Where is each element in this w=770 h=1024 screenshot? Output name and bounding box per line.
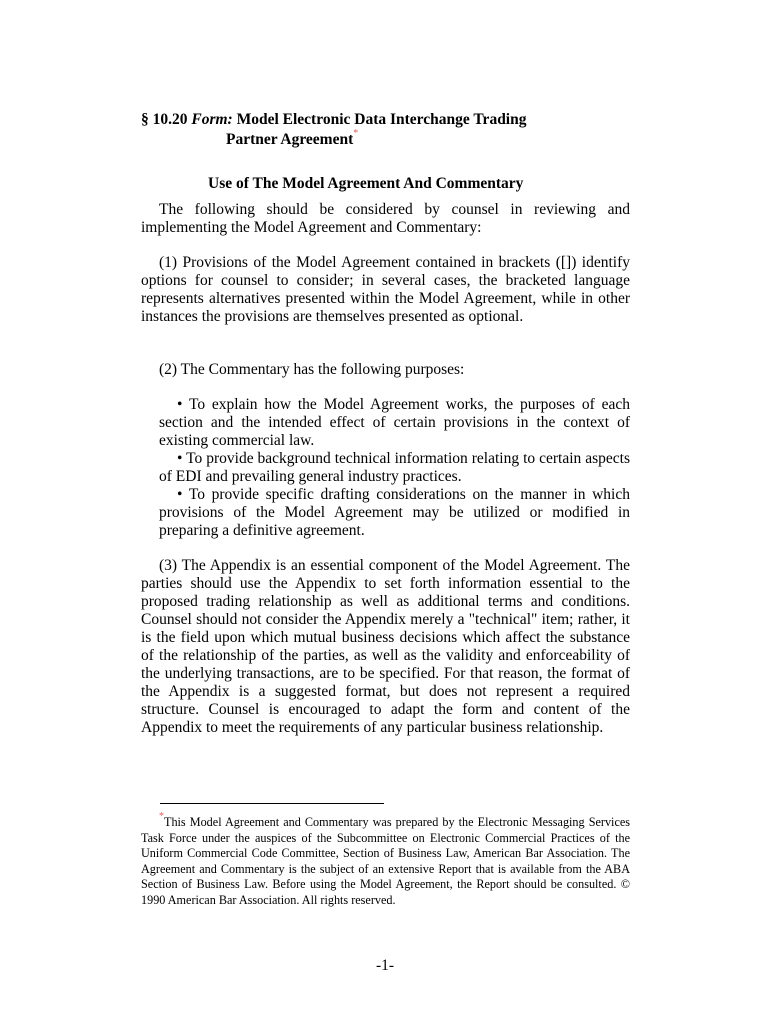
footnote-marker: * xyxy=(159,810,164,822)
paragraph-1: (1) Provisions of the Model Agreement contained in brackets ([]) identify options for counsel to consider; in several cases, the bracketed language represents alternatives presented within the Model Agreement, while in other instances the provisions are themselves presented as optional. xyxy=(141,254,630,325)
section-number: § 10.20 xyxy=(141,111,188,128)
title-footnote-marker[interactable]: * xyxy=(353,127,359,139)
paragraph-2: (2) The Commentary has the following purposes: xyxy=(159,361,465,378)
footnote-text: This Model Agreement and Commentary was prepared by the Electronic Messaging Services Task Force under the auspices of the Subcommittee on Electronic Commercial Practices of the Uniform Commercial Code Committee, Section of Business Law, American Bar Association. The Agreement and Commentary is the subject of an extensive Report that is available from the ABA Section of Business Law. Before using the Model Agreement, the Report should be consulted. © 1990 American Bar Association. All rights reserved. xyxy=(141,815,630,907)
purposes-list xyxy=(159,396,630,540)
section-heading: Use of The Model Agreement And Commentary xyxy=(208,175,524,192)
footnote-divider xyxy=(160,803,384,804)
page-number: -1- xyxy=(375,957,395,974)
list-item: • To provide background technical information relating to certain aspects of EDI and prevailing general industry practices. xyxy=(159,450,630,485)
paragraph-3: (3) The Appendix is an essential component of the Model Agreement. The parties should use the Appendix to set forth information essential to the proposed trading relationship as well as additional terms and conditions. Counsel should not consider the Appendix merely a "technical" item; rather, it is the field upon which mutual business decisions which affect the substance of the relationship of the parties, as well as the validity and enforceability of the underlying transactions, are to be specified. For that reason, the format of the Appendix is a suggested format, but does not represent a required structure. Counsel is encouraged to adapt the form and content of the Appendix to meet the requirements of any particular business relationship. xyxy=(141,557,630,736)
list-item: • To explain how the Model Agreement works, the purposes of each section and the intended effect of certain provisions in the context of existing commercial law. xyxy=(159,396,630,449)
footnote xyxy=(141,810,630,908)
list-item: • To provide specific drafting considerations on the manner in which provisions of the Model Agreement may be utilized or modified in preparing a definitive agreement. xyxy=(159,486,630,539)
document-title xyxy=(141,110,630,150)
intro-paragraph: The following should be considered by counsel in reviewing and implementing the Model Agreement and Commentary: xyxy=(141,201,630,236)
form-label: Form: xyxy=(191,111,233,128)
title-line-2: Partner Agreement xyxy=(226,131,354,148)
title-line-1: Model Electronic Data Interchange Trading xyxy=(236,111,527,128)
